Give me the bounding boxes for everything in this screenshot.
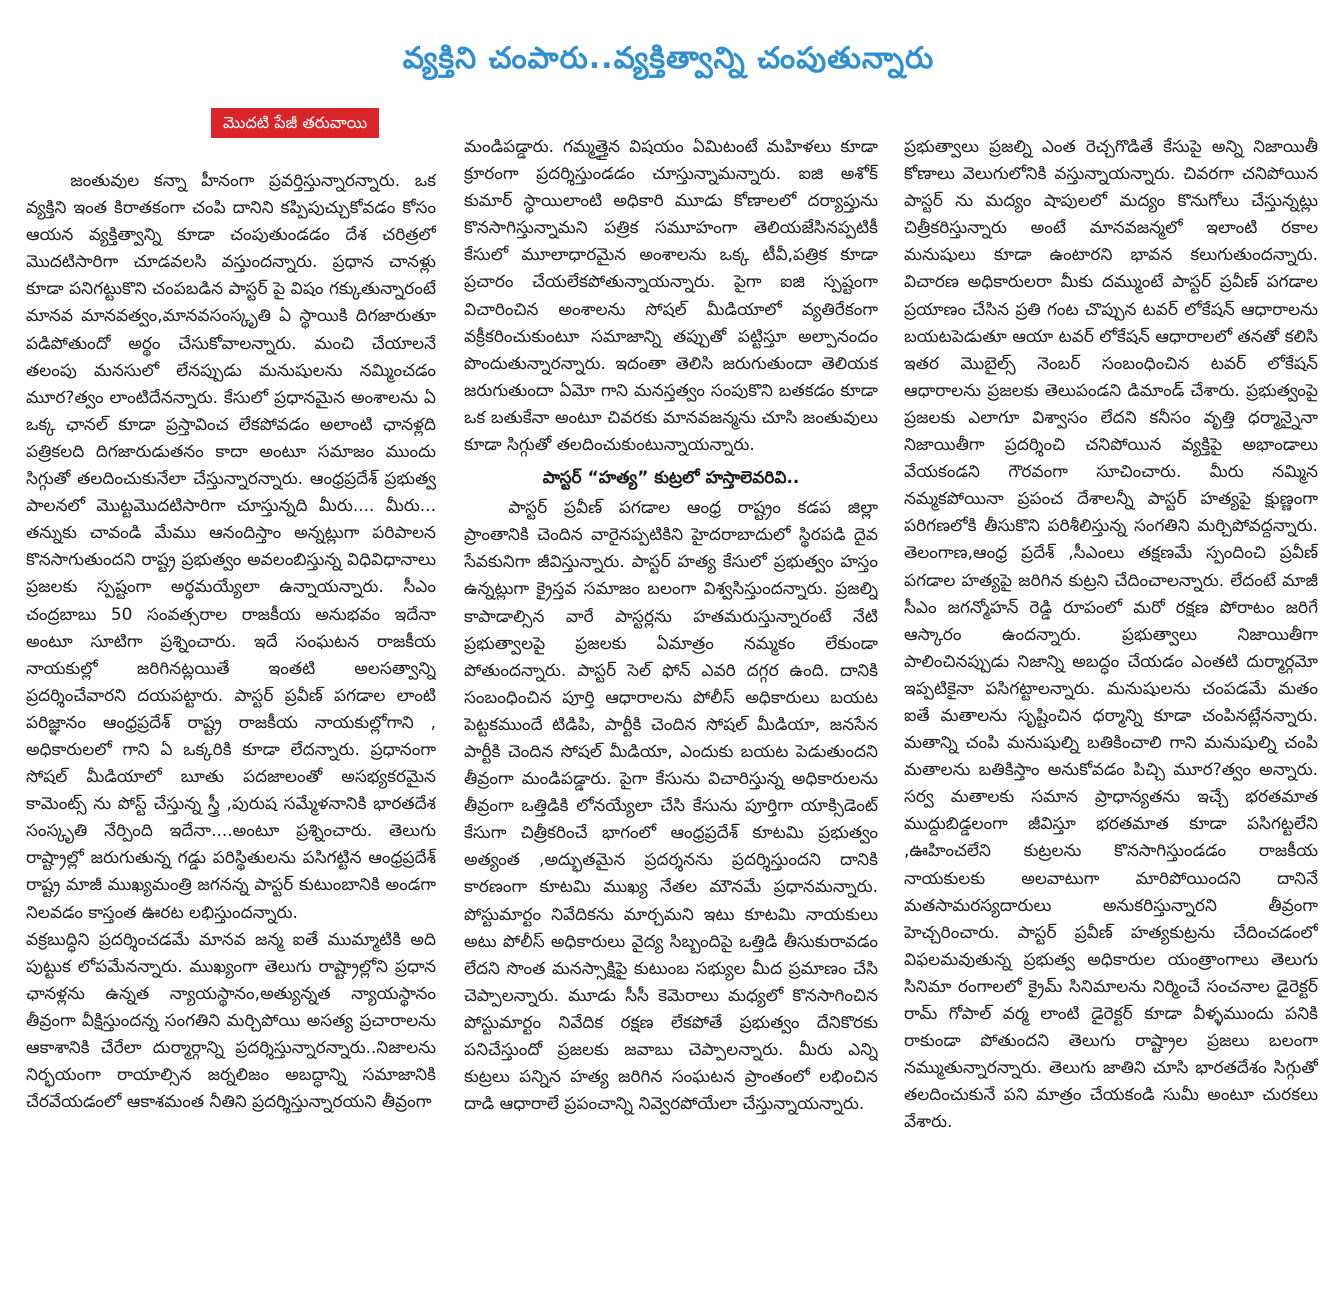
- paragraph: పాస్టర్ ప్రవీణ్ పగడాల ఆంధ్ర రాష్ట్రం కడప జిల్లా ప్రాంతానికి చెందిన వారైనప్పటికిని హైదరాబాదులో స్థిరపడి దైవ సేవకునిగా జీవిస్తున్నారు. పాస్టర్ హత్య కేసులో ప్రభుత్వం హస్తం ఉన్నట్లుగా క్రైస్తవ సమాజం బలంగా విశ్వసిస్తుందన్నారు. ప్రజల్ని కాపాడాల్సిన వారే పాస్టర్లను హతమరుస్తున్నారంటే నేటి ప్రభుత్వాలపై ప్రజలకు ఏమాత్రం నమ్మకం లేకుండా పోతుందన్నారు. పాస్టర్ సెల్ ఫోన్ ఎవరి దగ్గర ఉంది. దానికి సంబంధించిన పూర్తి ఆధారాలను పోలీస్ అధికారులు బయట పెట్టకముందే టిడిపి, పార్టీకి చెందిన సోషల్ మీడియా, జనసేన పార్టీకి చెందిన సోషల్ మీడియా, ఎందుకు బయట పెడుతుందని తీవ్రంగా మండిపడ్డారు. పైగా కేసును విచారిస్తున్న అధికారులను తీవ్రంగా ఒత్తిడికి లోనయ్యేలా చేసి కేసును పూర్తిగా యాక్సిడెంట్ కేసుగా చిత్రీకరించే భాగంలో ఆంధ్రప్రదేశ్ కూటమి ప్రభుత్వం అత్యంత ,అద్భుతమైన ప్రదర్శనను ప్రదర్శిస్తుందని దానికి కారణంగా కూటమి ముఖ్య నేతల మౌనమే ప్రధానమన్నారు. పోస్టుమార్టం నివేదికను మార్చమని ఇటు కూటమి నాయకులు అటు పోలీస్ అధికారులు వైద్య సిబ్బందిపై ఒత్తిడి తీసుకురావడం లేదని సొంత మనస్సాక్షిపై కుటుంబ సభ్యుల మీద ప్రమాణం చేసి చెప్పాలన్నారు. మూడు సీసీ కెమెరాలు మధ్యలో కొనసాగించిన పోస్టుమార్టం నివేదిక రక్షణ లేకపోతే ప్రభుత్వం దేనికొరకు పనిచేస్తుందో ప్రజలకు జవాబు చెప్పాలన్నారు. మీరు ఎన్ని కుట్రలు పన్నిన హత్య జరిగిన సంఘటన ప్రాంతంలో లభించిన దాడి ఆధారాలే ప్రపంచాన్ని నివ్వెరపోయేలా చేస్తున్నాయన్నారు.: [464, 498, 878, 1115]
- section-subheading: పాస్టర్ “హత్య” కుట్రలో హస్తాలెవరివి..: [542, 468, 800, 489]
- article-column-3: [904, 134, 1318, 1298]
- article-column-2: [464, 134, 878, 1298]
- paragraph: ప్రభుత్వాలు ప్రజల్ని ఎంత రెచ్చగొడితే కేసుపై అన్ని నిజాయితీ కోణాలు వెలుగులోనికి వస్తున్నాయన్నారు. చివరగా చనిపోయిన పాస్టర్ ను మద్యం షాపులలో మద్యం కొనుగోలు చేస్తున్నట్లు చిత్రీకరిస్తున్నారు అంటే మానవజన్మలో ఇలాంటి రకాల మనుషులు కూడా ఉంటారని భావన కలుగుతుందన్నారు. విచారణ అధికారులరా మీకు దమ్ముంటే పాస్టర్ ప్రవీణ్ పగడాల ప్రయాణం చేసిన ప్రతి గంట చొప్పున టవర్ లోకేషన్ ఆధారాలను బయటపెడుతూ ఆయా టవర్ లోకేషన్ ఆధారాలలో తనతో కలిసి ఇతర మొబైల్స్ నెంబర్ సంబంధించిన టవర్ లోకేషన్ ఆధారాలను ప్రజలకు తెలుపండని డిమాండ్ చేశారు. ప్రభుత్వంపై ప్రజలకు ఎలాగూ విశ్వాసం లేదని కనీసం వృత్తి ధర్మాన్నైనా నిజాయితీగా ప్రదర్శించి చనిపోయిన వ్యక్తిపై అభాండాలు వేయకండని గౌరవంగా సూచించారు. మీరు నమ్మిన నమ్మకపోయినా ప్రపంచ దేశాలన్నీ పాస్టర్ హత్యపై క్షుణ్ణంగా పరిగణలోకి తీసుకొని పరిశీలిస్తున్న సంగతిని మర్చిపోవద్దన్నారు. తెలంగాణ,ఆంధ్ర ప్రదేశ్ ,సీఎంలు తక్షణమే స్పందించి ప్రవీణ్ పగడాల హత్యపై జరిగిన కుట్రని చేదించాలన్నారు. లేదంటే మాజీ సీఎం జగన్మోహన్ రెడ్డి రూపంలో మరో రక్షణ పోరాటం జరిగే ఆస్కారం ఉందన్నారు. ప్రభుత్వాలు నిజాయితీగా పాలించినప్పుడు నిజాన్ని అబద్ధం చేయడం ఎంతటి దుర్మార్గమో ఇప్పటికైనా పసిగట్టాలన్నారు. మనుషులను చంపడమే మతం ఐతే మతాలను సృష్టించిన ధర్మాన్ని కూడా చంపినట్లేనన్నారు. మతాన్ని చంపి మనుషుల్ని బతికించాలి గాని మనుషుల్ని చంపి మతాలను బతికిస్తాం అనుకోవడం పిచ్చి మూర?త్వం అన్నారు. సర్వ మతాలకు సమాన ప్రాధాన్యతను ఇచ్చే భరతమాత ముద్దుబిడ్డలంగా జీవిస్తూ భరతమాత కూడా పసిగట్టలేని ,ఊహించలేని కుట్రలను కొనసాగిస్తుండడం రాజకీయ నాయకులకు అలవాటుగా మారిపోయిందని దానినే మతసామరస్యదారులు అనుకరిస్తున్నారని తీవ్రంగా హెచ్చరించారు. పాస్టర్ ప్రవీణ్ హత్యకుట్రను చేదించడంలో విఫలమవుతున్న ప్రభుత్వ అధికారుల యంత్రాంగాలు తెలుగు సినిమా రంగాలలో క్రైమ్ సినిమాలను నిర్మించే సంచనాల డైరెక్టర్ రామ్ గోపాల్ వర్మ లాంటి డైరెక్టర్ కూడా వీళ్ళముందు పనికి రాకుండా పోతుందని తెలుగు రాష్ట్రాల ప్రజలు బలంగా నమ్ముతున్నారన్నారు. తెలుగు జాతిని చూసి భారతదేశం సిగ్గుతో తలదించుకునే పని మాత్రం చేయకండి సుమీ అంటూ చురకలు వేశారు.: [904, 137, 1318, 1133]
- continued-from-front-page-tag: మొదటి పేజీ తరువాయి: [211, 108, 379, 138]
- article-column-1: [26, 168, 436, 1298]
- paragraph: మండిపడ్డారు. గమ్మత్తైన విషయం ఏమిటంటే మహిళలు కూడా క్రూరంగా ప్రదర్శిస్తుండడం చూస్తున్నామన్నారు. ఐజి అశోక్ కుమార్ స్థాయిలాంటి అధికారి మూడు కోణాలలో దర్యాప్తును కొనసాగిస్తున్నామని పత్రిక సమూహంగా తెలియజేసినప్పటికీ కేసులో మూలాధారమైన అంశాలను ఒక్క టీవీ,పత్రిక కూడా ప్రచారం చేయలేకపోతున్నాయన్నారు. పైగా ఐజి స్పష్టంగా విచారించిన అంశాలను సోషల్ మీడియాలో వ్యతిరేకంగా వక్రీకరించుకుంటూ సమాజాన్ని తప్పుతో పట్టిస్తూ అల్పానందం పొందుతున్నారన్నారు. ఇదంతా తెలిసి జరుగుతుందా తెలియక జరుగుతుందా ఏమో గాని మనస్తత్వం సంపుకొని బతకడం కూడా ఒక బతుకేనా అంటూ చివరకు మానవజన్మను చూసి జంతువులు కూడా సిగ్గుతో తలదించుకుంటున్నాయన్నారు.: [464, 137, 878, 456]
- headline: వ్యక్తిని చంపారు..వ్యక్తిత్వాన్ని చంపుతున్నారు: [402, 41, 935, 76]
- paragraph: వక్రబుద్ధిని ప్రదర్శించడమే మానవ జన్మ ఐతే ముమ్మాటికి అది పుట్టుక లోపమేనన్నారు. ముఖ్యంగా తెలుగు రాష్ట్రాల్లోని ప్రధాన ఛానళ్లను ఉన్నత న్యాయస్థానం,అత్యున్నత న్యాయస్థానం తీవ్రంగా వీక్షిస్తుందన్న సంగతిని మర్చిపోయి అసత్య ప్రచారాలను ఆకాశానికి చేరేలా దుర్మార్గాన్ని ప్రదర్శిస్తున్నారన్నారు..నిజాలను నిర్భయంగా రాయాల్సిన జర్నలిజం అబద్ధాన్ని సమాజానికి చేరవేయడంలో ఆకాశమంత నీతిని ప్రదర్శిస్తున్నారయని తీవ్రంగా: [26, 929, 436, 1113]
- paragraph: జంతువుల కన్నా హీనంగా ప్రవర్తిస్తున్నారన్నారు. ఒక వ్యక్తిని ఇంత కిరాతకంగా చంపి దానిని కప్పిపుచ్చుకోవడం కోసం ఆయన వ్యక్తిత్వాన్ని కూడా చంపుతుండడం దేశ చరిత్రలో మొదటిసారిగా చూడవలసి వస్తుందన్నారు. ప్రధాన చానళ్లు కూడా పనిగట్టుకొని చంపబడిన పాస్టర్ పై విషం గక్కుతున్నారంటే మానవ మానవత్వం,మానవసంస్కృతి ఏ స్థాయికి దిగజారుతూ పడిపోతుందో అర్థం చేసుకోవాలన్నారు. మంచి చేయాలనే తలంపు మనసులో లేనప్పుడు మనుషులను నమ్మించడం మూర?త్వం లాంటిదేనన్నారు. కేసులో ప్రధానమైన అంశాలను ఏ ఒక్క ఛానల్ కూడా ప్రస్తావించ లేకపోవడం అలాంటి ఛానళ్లది పత్రికలది దిగజారుడుతనం కాదా అంటూ సమాజం ముందు సిగ్గుతో తలదించుకునేలా చేస్తున్నారన్నారు. ఆంధ్రప్రదేశ్ ప్రభుత్వ పాలనలో మొట్టమొదటిసారిగా చూస్తున్నది మీరు.... మీరు... తన్నుకు చావండి మేము ఆనందిస్తాం అన్నట్లుగా పరిపాలన కొనసాగుతుందని రాష్ట్ర ప్రభుత్వం అవలంబిస్తున్న విధివిధానాలు ప్రజలకు స్పష్టంగా అర్థమయ్యేలా ఉన్నాయన్నారు. సీఎం చంద్రబాబు 50 సంవత్సరాల రాజకీయ అనుభవం ఇదేనా అంటూ సూటిగా ప్రశ్నించారు. ఇదే సంఘటన రాజకీయ నాయకుల్లో జరిగినట్లయితే ఇంతటి అలసత్వాన్ని ప్రదర్శించేవారని దయపట్టారు. పాస్టర్ ప్రవీణ్ పగడాల లాంటి పరిజ్ఞానం ఆంధ్రప్రదేశ్ రాష్ట్ర రాజకీయ నాయకుల్లోగాని , అధికారులలో గాని ఏ ఒక్కరికి కూడా లేదన్నారు. ప్రధానంగా సోషల్ మీడియాలో బూతు పదజాలంతో అసభ్యకరమైన కామెంట్స్ ను పోస్ట్ చేస్తున్న స్త్రీ ,పురుష సమ్మేళనానికి భారతదేశ సంస్కృతి నేర్పింది ఇదేనా....అంటూ ప్రశ్నించారు. తెలుగు రాష్ట్రాల్లో జరుగుతున్న గడ్డు పరిస్థితులను పసిగట్టిన ఆంధ్రప్రదేశ్ రాష్ట్ర మాజీ ముఖ్యమంత్రి జగనన్న పాస్టర్ కుటుంబానికి అండగా నిలవడం కాస్తంత ఊరట లభిస్తుందన్నారు.: [26, 171, 436, 923]
